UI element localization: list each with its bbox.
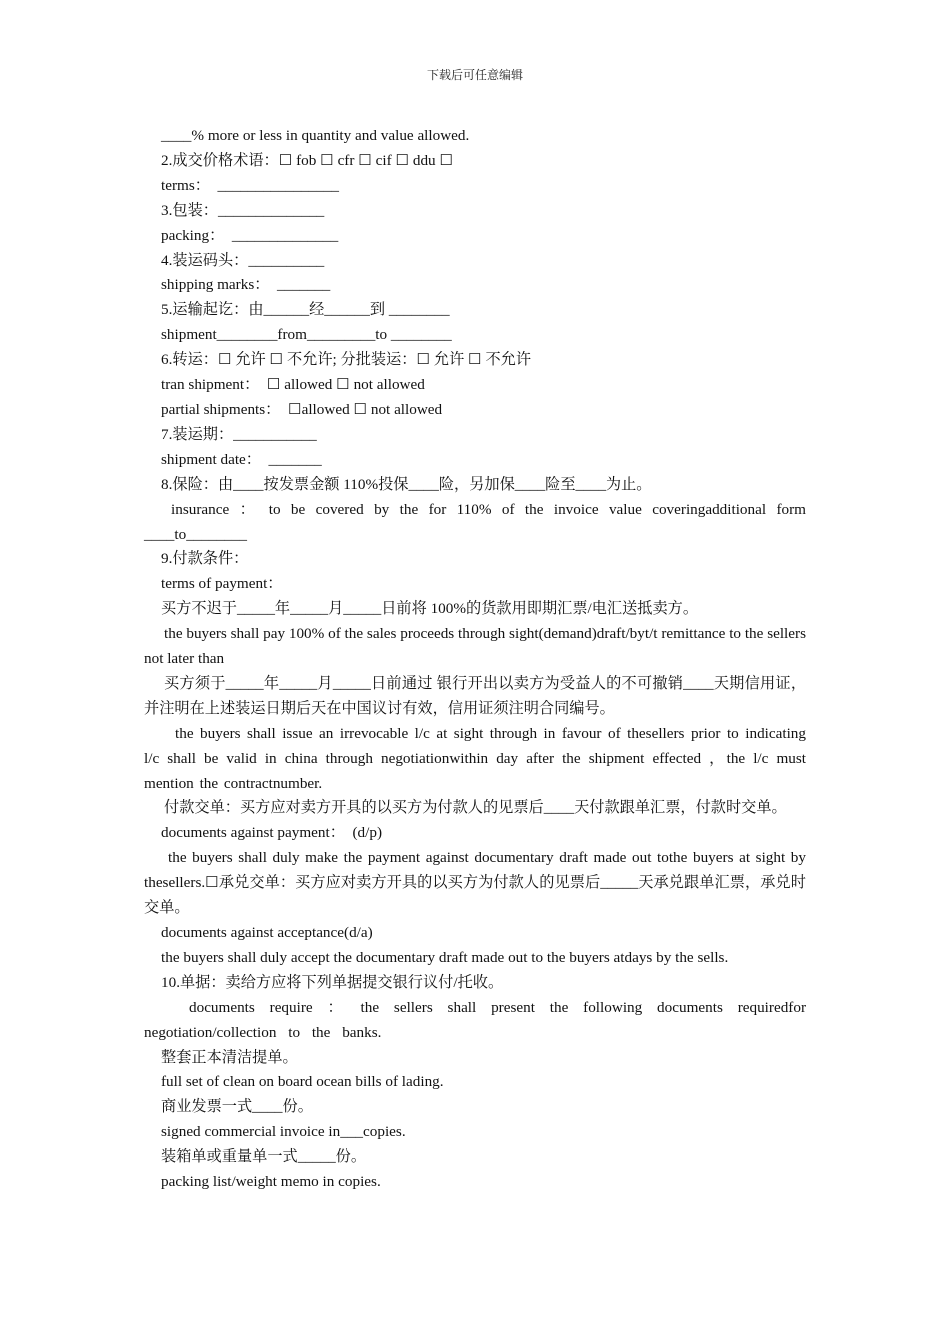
- partial-shipments-line: partial shipments： ☐allowed ☐ not allowed: [161, 400, 443, 418]
- da-accept-en-line: the buyers shall duly accept the documentary draft made out to the buyers atdays by the sells.: [161, 948, 729, 966]
- payment-terms-cn-line: 9.付款条件：: [161, 550, 249, 568]
- packing-list-cn-line: 装箱单或重量单一式_____份。: [161, 1148, 367, 1166]
- payment-deadline-cn-line: 买方不迟于_____年_____月_____日前将 100%的货款用即期汇票/电汇送抵卖方。: [161, 600, 699, 618]
- contract-body: [144, 124, 806, 1195]
- transshipment-en-line: tran shipment： ☐ allowed ☐ not allowed: [161, 376, 425, 394]
- invoice-en-line: signed commercial invoice in___copies.: [161, 1123, 406, 1141]
- da-en-line: documents against acceptance(d/a): [161, 924, 373, 941]
- insurance-en-paragraph: insurance ： to be covered by the for 110% of the invoice value coveringadditional form ____to________: [144, 500, 806, 543]
- packing-list-en-line: packing list/weight memo in copies.: [161, 1173, 381, 1191]
- documents-cn-line: 10.单据：卖给方应将下列单据提交银行议付/托收。: [161, 973, 504, 991]
- transshipment-cn-line: 6.转运：☐ 允许 ☐ 不允许; 分批装运：☐ 允许 ☐ 不允许: [161, 351, 532, 369]
- lc-en-paragraph: the buyers shall issue an irrevocable l/c at sight through in favour of thesellers prior to indicating l/c shall be valid in china through negotiationwithin day after the shipment effected ，the l/c must mention the contractnumber.: [144, 724, 806, 792]
- da-paragraph: the buyers shall duly make the payment against documentary draft made out tothe buyers at sight by thesellers.☐承兑交单：买方应对卖方开具的以买方为付款人的见票后_____天承兑跟单汇票，承兑时交单。: [144, 849, 806, 917]
- transport-route-en-line: shipment________from_________to ________: [161, 326, 452, 344]
- dp-en-line: documents against payment： (d/p): [161, 824, 383, 842]
- quantity-tolerance-line: ____% more or less in quantity and value allowed.: [161, 127, 470, 144]
- invoice-cn-line: 商业发票一式____份。: [161, 1098, 313, 1116]
- shipment-period-cn-line: 7.装运期：___________: [161, 425, 317, 443]
- shipping-marks-cn-line: 4.装运码头：__________: [161, 251, 325, 269]
- packing-en-line: packing： ______________: [161, 226, 339, 244]
- page-header: 下载后可任意编辑: [426, 68, 523, 82]
- lc-cn-paragraph: 买方须于_____年_____月_____日前通过 银行开出以卖方为受益人的不可撤销____天期信用证，并注明在上述装运日期后天在中国议讨有效，信用证须注明合同编号。: [144, 674, 806, 717]
- packing-cn-line: 3.包装：______________: [161, 201, 325, 219]
- bill-of-lading-cn-line: 整套正本清洁提单。: [161, 1048, 298, 1066]
- bill-of-lading-en-line: full set of clean on board ocean bills of lading.: [161, 1073, 444, 1091]
- price-terms-line: 2.成交价格术语：☐ fob ☐ cfr ☐ cif ☐ ddu ☐: [161, 151, 454, 169]
- transport-route-cn-line: 5.运输起讫：由______经______到 ________: [161, 301, 450, 319]
- shipping-marks-en-line: shipping marks： _______: [161, 276, 331, 294]
- payment-terms-en-line: terms of payment：: [161, 575, 283, 593]
- dp-cn-paragraph: 付款交单：买方应对卖方开具的以买方为付款人的见票后____天付款跟单汇票，付款时交单。: [164, 799, 787, 817]
- shipment-date-en-line: shipment date： _______: [161, 450, 322, 468]
- terms-line: terms： ________________: [161, 176, 340, 194]
- payment-deadline-en-paragraph: the buyers shall pay 100% of the sales proceeds through sight(demand)draft/byt/t remittance to the sellers not later than: [144, 625, 806, 668]
- insurance-cn-line: 8.保险：由____按发票金额 110%投保____险，另加保____险至____为止。: [161, 475, 652, 493]
- documents-en-paragraph: documents require ： the sellers shall present the following documents requiredfor negotiation/collection to the banks.: [144, 998, 806, 1041]
